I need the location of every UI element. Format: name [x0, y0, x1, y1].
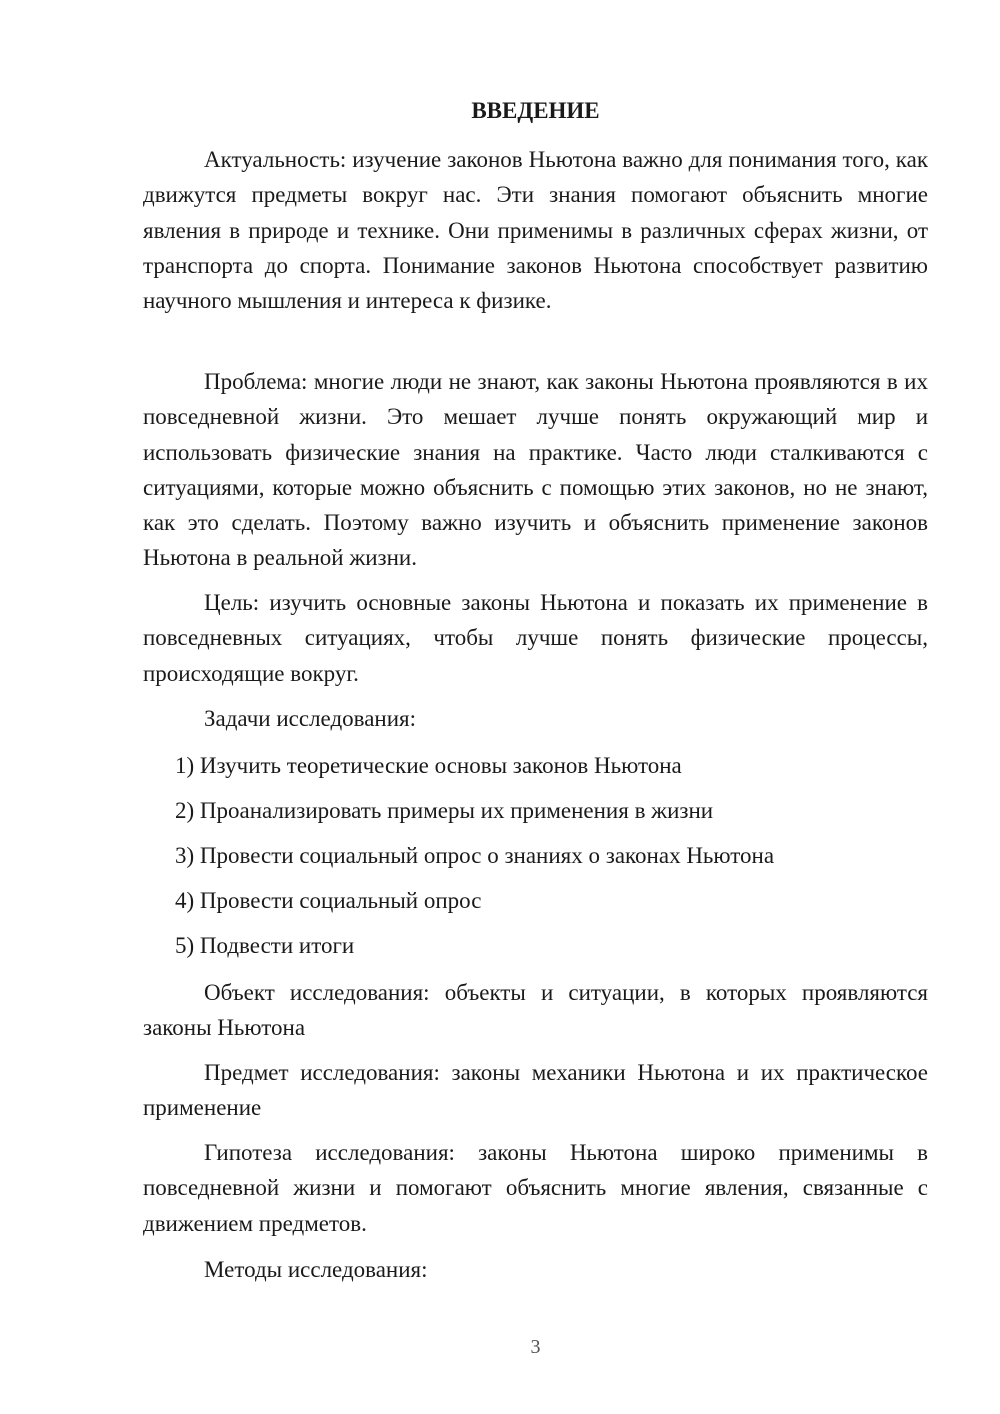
document-page	[143, 0, 928, 1414]
task-item-1: 1) Изучить теоретические основы законов Ньютона	[175, 753, 682, 778]
task-item-2: 2) Проанализировать примеры их применения в жизни	[175, 798, 714, 823]
methods-heading: Методы исследования:	[204, 1257, 428, 1282]
paragraph-goal: Цель: изучить основные законы Ньютона и показать их применение в повседневных ситуациях, чтобы лучше понять физические процессы, происходящие вокруг.	[143, 590, 928, 686]
paragraph-object: Объект исследования: объекты и ситуации, в которых проявляются законы Ньютона	[143, 980, 928, 1041]
paragraph-problem: Проблема: многие люди не знают, как законы Ньютона проявляются в их повседневной жизни. Это мешает лучше понять окружающий мир и использовать физические знания на практике. Часто люди сталкиваются с ситуациями, которые можно объяснить с помощью этих законов, но не знают, как это сделать. Поэтому важно изучить и объяснить применение законов Ньютона в реальной жизни.	[143, 369, 928, 571]
paragraph-relevance: Актуальность: изучение законов Ньютона важно для понимания того, как движутся предметы вокруг нас. Эти знания помогают объяснить многие явления в природе и технике. Они применимы в различных сферах жизни, от транспорта до спорта. Понимание законов Ньютона способствует развитию научного мышления и интереса к физике.	[143, 147, 928, 314]
task-item-3: 3) Провести социальный опрос о знаниях о законах Ньютона	[175, 843, 775, 868]
paragraph-subject: Предмет исследования: законы механики Ньютона и их практическое применение	[143, 1060, 928, 1121]
page-number: 3	[530, 1336, 541, 1358]
paragraph-hypothesis: Гипотеза исследования: законы Ньютона широко применимы в повседневной жизни и помогают объяснить многие явления, связанные с движением предметов.	[143, 1140, 928, 1236]
page-title: ВВЕДЕНИЕ	[471, 98, 600, 123]
task-item-4: 4) Провести социальный опрос	[175, 888, 482, 913]
tasks-heading: Задачи исследования:	[204, 706, 417, 731]
task-item-5: 5) Подвести итоги	[175, 933, 355, 958]
